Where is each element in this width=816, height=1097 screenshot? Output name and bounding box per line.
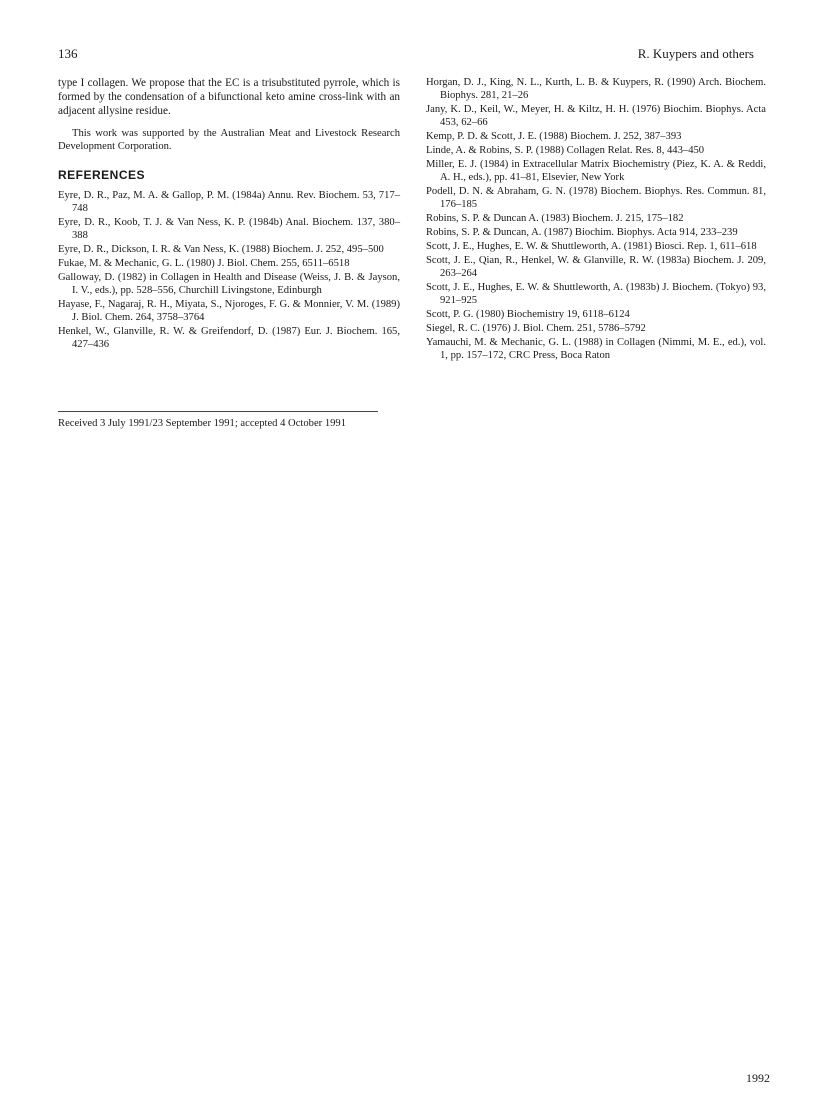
reference-item: Podell, D. N. & Abraham, G. N. (1978) Biochem. Biophys. Res. Commun. 81, 176–185 (426, 186, 766, 210)
publication-year: 1992 (746, 1071, 770, 1085)
reference-item: Kemp, P. D. & Scott, J. E. (1988) Biochem. J. 252, 387–393 (426, 131, 682, 142)
references-list-right (426, 76, 766, 362)
reference-item: Robins, S. P. & Duncan, A. (1987) Biochim. Biophys. Acta 914, 233–239 (426, 227, 738, 238)
reference-item: Horgan, D. J., King, N. L., Kurth, L. B. & Kuypers, R. (1990) Arch. Biochem. Biophys. 281, 21–26 (426, 77, 766, 101)
reference-item: Scott, J. E., Hughes, E. W. & Shuttleworth, A. (1983b) J. Biochem. (Tokyo) 93, 921–925 (426, 282, 766, 306)
reference-item: Eyre, D. R., Dickson, I. R. & Van Ness, K. (1988) Biochem. J. 252, 495–500 (58, 244, 384, 255)
reference-item: Robins, S. P. & Duncan A. (1983) Biochem. J. 215, 175–182 (426, 213, 684, 224)
running-head: R. Kuypers and others (637, 46, 754, 61)
reference-item: Eyre, D. R., Koob, T. J. & Van Ness, K. P. (1984b) Anal. Biochem. 137, 380–388 (58, 217, 400, 241)
reference-item: Eyre, D. R., Paz, M. A. & Gallop, P. M. (1984a) Annu. Rev. Biochem. 53, 717–748 (58, 190, 400, 214)
acknowledgement: This work was supported by the Australian Meat and Livestock Research Development Corporation. (58, 128, 400, 152)
left-column (58, 76, 400, 352)
reference-item: Scott, J. E., Hughes, E. W. & Shuttleworth, A. (1981) Biosci. Rep. 1, 611–618 (426, 241, 757, 252)
reference-item: Miller, E. J. (1984) in Extracellular Matrix Biochemistry (Piez, K. A. & Reddi, A. H., eds.), pp. 41–81, Elsevier, New York (426, 159, 766, 183)
footer-rule (58, 411, 378, 412)
reference-item: Fukae, M. & Mechanic, G. L. (1980) J. Biol. Chem. 255, 6511–6518 (58, 258, 350, 269)
references-heading: REFERENCES (58, 168, 146, 182)
reference-item: Galloway, D. (1982) in Collagen in Health and Disease (Weiss, J. B. & Jayson, I. V., eds.), pp. 528–556, Churchill Livingstone, Edinburgh (58, 272, 400, 296)
conclusion-paragraph: type I collagen. We propose that the EC is a trisubstituted pyrrole, which is formed by the condensation of a bifunctional keto amine cross-link with an adjacent allysine residue. (58, 77, 400, 117)
references-list-left (58, 189, 400, 351)
reference-item: Hayase, F., Nagaraj, R. H., Miyata, S., Njoroges, F. G. & Monnier, V. M. (1989) J. Biol. Chem. 264, 3758–3764 (58, 299, 400, 323)
reference-item: Scott, J. E., Qian, R., Henkel, W. & Glanville, R. W. (1983a) Biochem. J. 209, 263–264 (426, 255, 766, 279)
received-dates: Received 3 July 1991/23 September 1991; accepted 4 October 1991 (58, 418, 347, 429)
reference-item: Linde, A. & Robins, S. P. (1988) Collagen Relat. Res. 8, 443–450 (426, 145, 705, 156)
reference-item: Jany, K. D., Keil, W., Meyer, H. & Kiltz, H. H. (1976) Biochim. Biophys. Acta 453, 62–66 (426, 104, 766, 128)
reference-item: Henkel, W., Glanville, R. W. & Greifendorf, D. (1987) Eur. J. Biochem. 165, 427–436 (58, 326, 400, 350)
right-column (426, 76, 766, 363)
reference-item: Scott, P. G. (1980) Biochemistry 19, 6118–6124 (426, 309, 630, 320)
reference-item: Yamauchi, M. & Mechanic, G. L. (1988) in Collagen (Nimmi, M. E., ed.), vol. 1, pp. 157–172, CRC Press, Boca Raton (426, 337, 766, 361)
page-number: 136 (58, 46, 78, 61)
reference-item: Siegel, R. C. (1976) J. Biol. Chem. 251, 5786–5792 (426, 323, 646, 334)
